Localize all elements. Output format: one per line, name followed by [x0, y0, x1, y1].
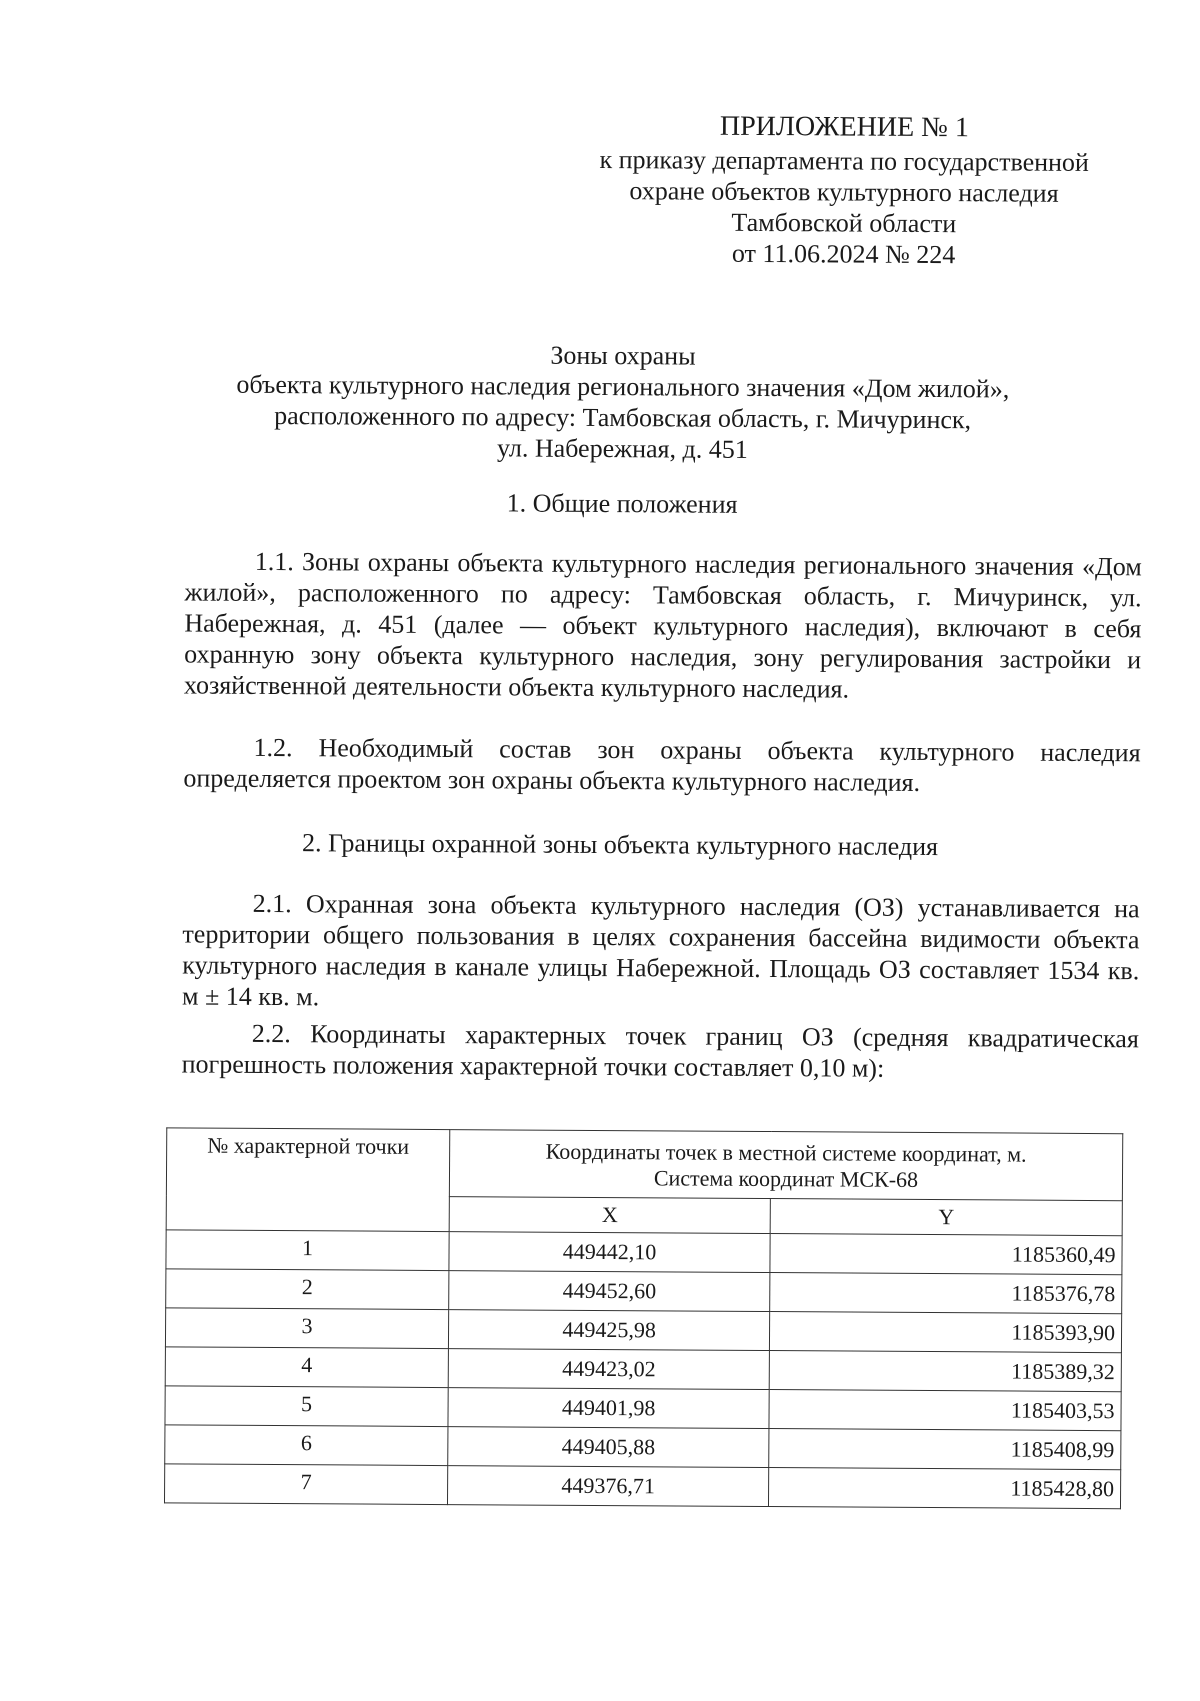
annex-heading: ПРИЛОЖЕНИЕ № 1 — [719, 110, 969, 144]
header-point-number: № характерной точки — [166, 1128, 450, 1232]
x-coordinate-cell: 449423,02 — [448, 1349, 769, 1390]
table-row — [166, 1230, 1122, 1275]
title-line-1: Зоны охраны — [550, 340, 696, 371]
header-coordinates-line-2: Система координат МСК-68 — [653, 1165, 919, 1192]
table-row — [165, 1425, 1121, 1470]
table-row — [164, 1464, 1120, 1509]
x-coordinate-cell: 449376,71 — [447, 1466, 768, 1507]
title-line-4: ул. Набережная, д. 451 — [496, 433, 748, 464]
header-coordinates-line-1: Координаты точек в местной системе координат, м. — [545, 1138, 1027, 1167]
point-number-cell: 1 — [166, 1230, 449, 1271]
annex-line-1: к приказу департамента по государственной — [599, 144, 1089, 177]
table-row — [165, 1308, 1121, 1353]
y-coordinate-cell: 1185376,78 — [770, 1273, 1122, 1314]
section-1-heading: 1. Общие положения — [506, 488, 738, 519]
title-line-3: расположенного по адресу: Тамбовская область, г. Мичуринск, — [274, 401, 972, 435]
annex-line-4: от 11.06.2024 № 224 — [731, 238, 956, 270]
paragraph-2-2: 2.2. Координаты характерных точек границ ОЗ (средняя квадратическая погрешность положения характерной точки составляет 0,10 м): — [181, 1018, 1139, 1083]
point-number-cell: 3 — [165, 1308, 448, 1349]
table-row — [166, 1269, 1122, 1314]
paragraph-1-1: 1.1. Зоны охраны объекта культурного наследия регионального значения «Дом жилой», расположенного по адресу: Тамбовская область, г. Мичуринск, ул. Набережная, д. 451 (далее — объект культурного наследия), включают в себя охранную зону объекта культурного наследия, зону регулирования застройки и хозяйственной деятельности объекта культурного наследия. — [183, 546, 1142, 704]
coordinates-table — [164, 1127, 1123, 1509]
y-coordinate-cell: 1185403,53 — [769, 1390, 1121, 1431]
x-coordinate-cell: 449425,98 — [448, 1310, 769, 1351]
x-coordinate-cell: 449452,60 — [449, 1271, 770, 1312]
point-number-cell: 7 — [164, 1464, 447, 1505]
annex-line-2: охране объектов культурного наследия — [629, 176, 1059, 208]
coordinates-rows — [164, 1230, 1122, 1509]
annex-header — [564, 108, 1125, 271]
x-coordinate-cell: 449405,88 — [448, 1427, 769, 1468]
header-y: Y — [770, 1199, 1122, 1236]
y-coordinate-cell: 1185393,90 — [770, 1312, 1122, 1353]
y-coordinate-cell: 1185389,32 — [769, 1351, 1121, 1392]
header-x: X — [449, 1197, 770, 1234]
table-row — [165, 1347, 1121, 1392]
annex-line-3: Тамбовской области — [731, 207, 957, 239]
paragraph-2-1: 2.1. Охранная зона объекта культурного наследия (ОЗ) устанавливается на территории общего пользования в целях сохранения бассейна видимости объекта культурного наследия в канале улицы Набережной. Площадь ОЗ составляет 1534 кв. м ± 14 кв. м. — [181, 888, 1140, 1012]
table-row — [165, 1386, 1121, 1431]
point-number-cell: 5 — [165, 1386, 448, 1427]
y-coordinate-cell: 1185408,99 — [769, 1429, 1121, 1470]
point-number-cell: 6 — [165, 1425, 448, 1466]
x-coordinate-cell: 449401,98 — [448, 1388, 769, 1429]
point-number-cell: 2 — [166, 1269, 449, 1310]
point-number-cell: 4 — [165, 1347, 448, 1388]
document-title — [182, 337, 1063, 466]
paragraph-1-2: 1.2. Необходимый состав зон охраны объекта культурного наследия определяется проектом зон охраны объекта культурного наследия. — [183, 732, 1141, 797]
x-coordinate-cell: 449442,10 — [449, 1232, 770, 1273]
y-coordinate-cell: 1185360,49 — [770, 1234, 1122, 1275]
title-line-2: объекта культурного наследия регионального значения «Дом жилой», — [236, 369, 1010, 404]
y-coordinate-cell: 1185428,80 — [769, 1468, 1121, 1509]
section-2-heading: 2. Границы охранной зоны объекта культурного наследия — [301, 828, 939, 862]
header-coordinates — [449, 1130, 1122, 1201]
